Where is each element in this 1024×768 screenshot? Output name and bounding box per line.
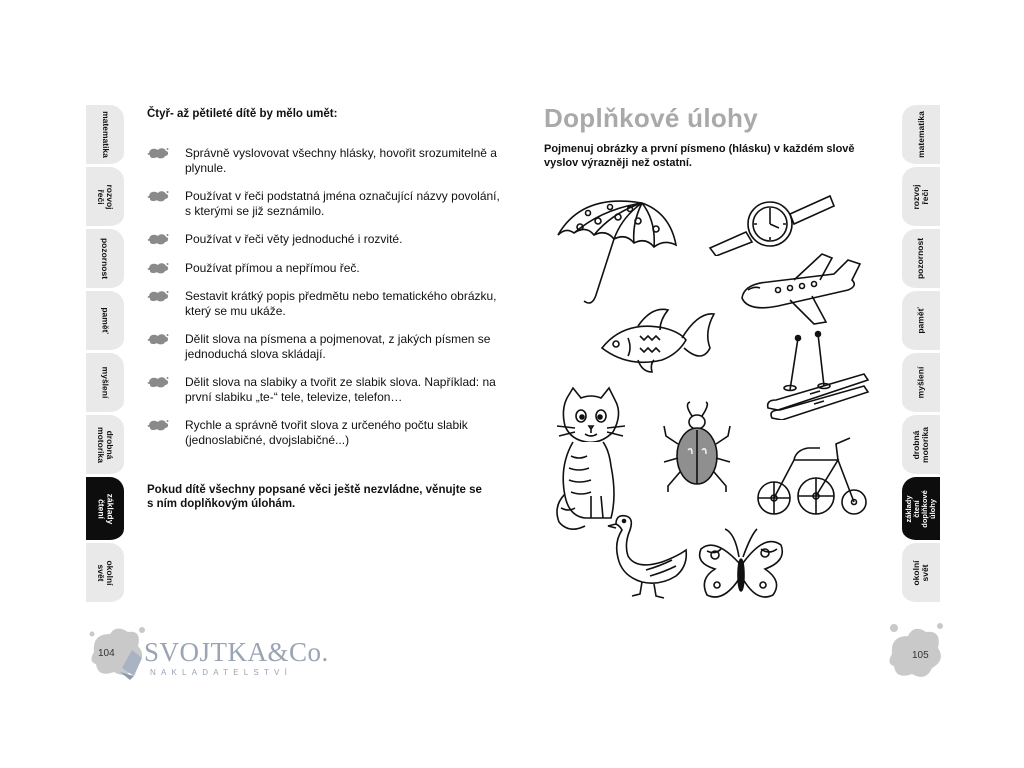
right-chapter-tabs xyxy=(902,105,940,605)
list-item: Správně vyslovovat všechny hlásky, hovořit srozumitelně a plynule. xyxy=(147,146,507,175)
publisher-logo-text: SVOJTKA&Co. xyxy=(144,637,329,667)
fish-icon xyxy=(598,302,718,377)
list-item: Používat v řeči podstatná jména označující názvy povolání, s kterými se již seznámilo. xyxy=(147,189,507,218)
task-instruction: Pojmenuj obrázky a první písmeno (hlásku) v každém slově vyslov výrazněji než ostatní. xyxy=(544,143,855,169)
list-item: Dělit slova na písmena a pojmenovat, z jakých písmen se jednoduchá slova skládají. xyxy=(147,332,507,361)
page-number-left: 104 xyxy=(98,648,115,659)
tab-okolni-svet[interactable]: okolní svět xyxy=(902,543,940,605)
tab-zaklady-cteni[interactable]: základy čtení xyxy=(86,477,124,543)
book-logo-icon xyxy=(118,640,146,680)
tricycle-icon xyxy=(754,430,869,520)
left-chapter-tabs xyxy=(86,105,124,605)
splash-bullet-icon xyxy=(147,147,169,159)
tab-rozvoj-reci[interactable]: rozvoj řeči xyxy=(86,167,124,229)
tab-rozvoj-reci[interactable]: rozvoj řeči xyxy=(902,167,940,229)
tab-drobna-motorika[interactable]: drobná motorika xyxy=(902,415,940,477)
tab-doplnkove-ulohy[interactable]: základy čtení doplňkové úlohy xyxy=(902,477,940,543)
goose-icon xyxy=(606,510,691,600)
splash-bullet-icon xyxy=(147,333,169,345)
umbrella-icon xyxy=(552,195,682,315)
page-title: Doplňkové úlohy xyxy=(544,103,758,133)
tab-pozornost[interactable]: pozornost xyxy=(902,229,940,291)
list-item: Používat přímou a nepřímou řeč. xyxy=(147,261,507,276)
tab-pamet[interactable]: paměť xyxy=(902,291,940,353)
splash-bullet-icon xyxy=(147,190,169,202)
beetle-icon xyxy=(662,400,732,495)
tab-matematika[interactable]: matematika xyxy=(86,105,124,167)
splash-bullet-icon xyxy=(147,262,169,274)
tab-okolni-svet[interactable]: okolní svět xyxy=(86,543,124,605)
publisher-subtitle: NAKLADATELSTVÍ xyxy=(150,668,293,677)
splash-bullet-icon xyxy=(147,233,169,245)
skills-list xyxy=(147,146,507,461)
left-page-heading: Čtyř- až pětileté dítě by mělo umět: xyxy=(147,108,338,120)
list-item: Sestavit krátký popis předmětu nebo tematického obrázku, který se mu ukáže. xyxy=(147,289,507,318)
parent-note: Pokud dítě všechny popsané věci ještě nezvládne, věnujte se s ním doplňkovým úlohám. xyxy=(147,484,482,510)
list-item: Dělit slova na slabiky a tvořit ze slabik slova. Například: na první slabiku „te-“ tele, televize, telefon… xyxy=(147,375,507,404)
splash-bullet-icon xyxy=(147,376,169,388)
watch-icon xyxy=(706,186,836,256)
tab-mysleni[interactable]: myšlení xyxy=(902,353,940,415)
tab-mysleni[interactable]: myšlení xyxy=(86,353,124,415)
skis-icon xyxy=(764,330,874,420)
airplane-icon xyxy=(738,252,868,327)
list-item: Rychle a správně tvořit slova z určeného počtu slabik (jednoslabičné, dvojslabičné...) xyxy=(147,418,507,447)
butterfly-icon xyxy=(695,527,785,607)
tab-pozornost[interactable]: pozornost xyxy=(86,229,124,291)
splash-bullet-icon xyxy=(147,419,169,431)
list-item: Používat v řeči věty jednoduché i rozvité. xyxy=(147,232,507,247)
tab-drobna-motorika[interactable]: drobná motorika xyxy=(86,415,124,477)
tab-matematika[interactable]: matematika xyxy=(902,105,940,167)
tab-pamet[interactable]: paměť xyxy=(86,291,124,353)
splash-bullet-icon xyxy=(147,290,169,302)
page-number-right: 105 xyxy=(912,650,929,661)
